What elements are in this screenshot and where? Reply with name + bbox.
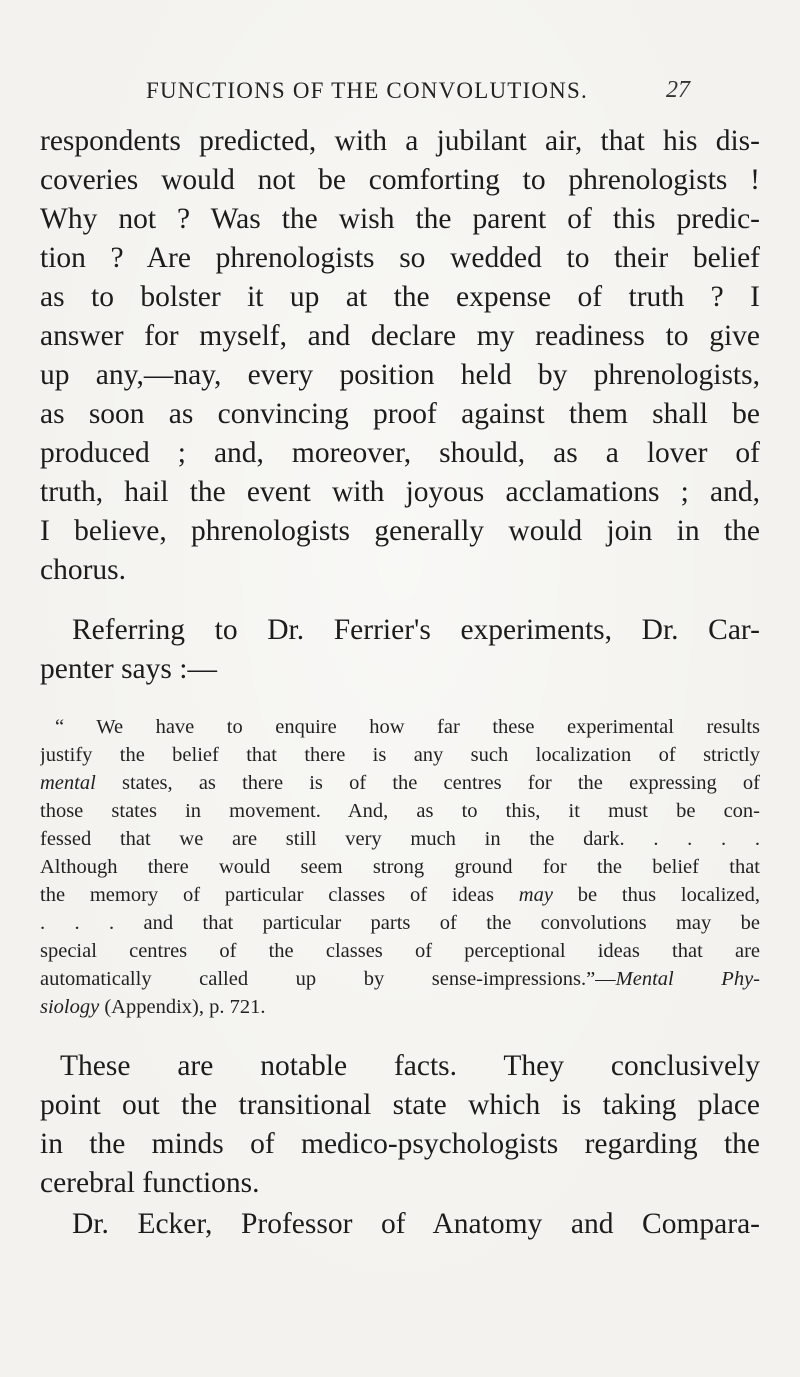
quote-line: automatically called up by sense-impressions.”—Mental Phy- [40, 968, 760, 990]
quote-citation: siology [40, 996, 100, 1018]
text-line: in the minds of medico-psychologists regarding the [40, 1128, 760, 1160]
text-line: up any,—nay, every position held by phrenologists, [40, 359, 760, 391]
text-line: answer for myself, and declare my readiness to give [40, 320, 760, 352]
quote-line: mental states, as there is of the centres for the expressing of [40, 772, 760, 794]
text-line: cerebral functions. [40, 1167, 260, 1199]
quote-line: fessed that we are still very much in the dark. . . . . [40, 828, 760, 850]
quote-line: siology (Appendix), p. 721. [40, 996, 266, 1018]
text-line: tion ? Are phrenologists so wedded to their belief [40, 242, 760, 274]
text-line: penter says :— [40, 653, 217, 685]
running-title: FUNCTIONS OF THE CONVOLUTIONS. [146, 78, 588, 103]
quote-italic: may [518, 884, 553, 906]
quote-line: Although there would seem strong ground for the belief that [40, 856, 760, 878]
text-line: produced ; and, moreover, should, as a lover of [40, 437, 760, 469]
text-line: point out the transitional state which is taking place [40, 1089, 760, 1121]
page-number: 27 [666, 77, 690, 103]
quote-italic: mental [40, 772, 96, 794]
text-line: Why not ? Was the wish the parent of this predic- [40, 203, 760, 235]
text-line: respondents predicted, with a jubilant air, that his dis- [40, 125, 760, 157]
text-line: as soon as convincing proof against them shall be [40, 398, 760, 430]
text-line: Dr. Ecker, Professor of Anatomy and Compara- [72, 1208, 760, 1240]
text-line: as to bolster it up at the expense of truth ? I [40, 281, 760, 313]
text-line: chorus. [40, 554, 127, 586]
text-line: truth, hail the event with joyous acclamations ; and, [40, 476, 760, 508]
quote-citation: Mental Phy- [615, 968, 760, 990]
text-line: Referring to Dr. Ferrier's experiments, Dr. Car- [72, 614, 760, 646]
quote-line: those states in movement. And, as to this, it must be con- [40, 800, 760, 822]
quote-line: “ We have to enquire how far these experimental results [55, 716, 760, 738]
text-line: These are notable facts. They conclusively [60, 1050, 760, 1082]
quote-line: . . . and that particular parts of the convolutions may be [40, 912, 760, 934]
quote-line: justify the belief that there is any such localization of strictly [40, 744, 760, 766]
text-line: coveries would not be comforting to phrenologists ! [40, 164, 760, 196]
quote-line: special centres of the classes of perceptional ideas that are [40, 940, 760, 962]
quote-line: the memory of particular classes of ideas may be thus localized, [40, 884, 760, 906]
text-line: I believe, phrenologists generally would join in the [40, 515, 760, 547]
